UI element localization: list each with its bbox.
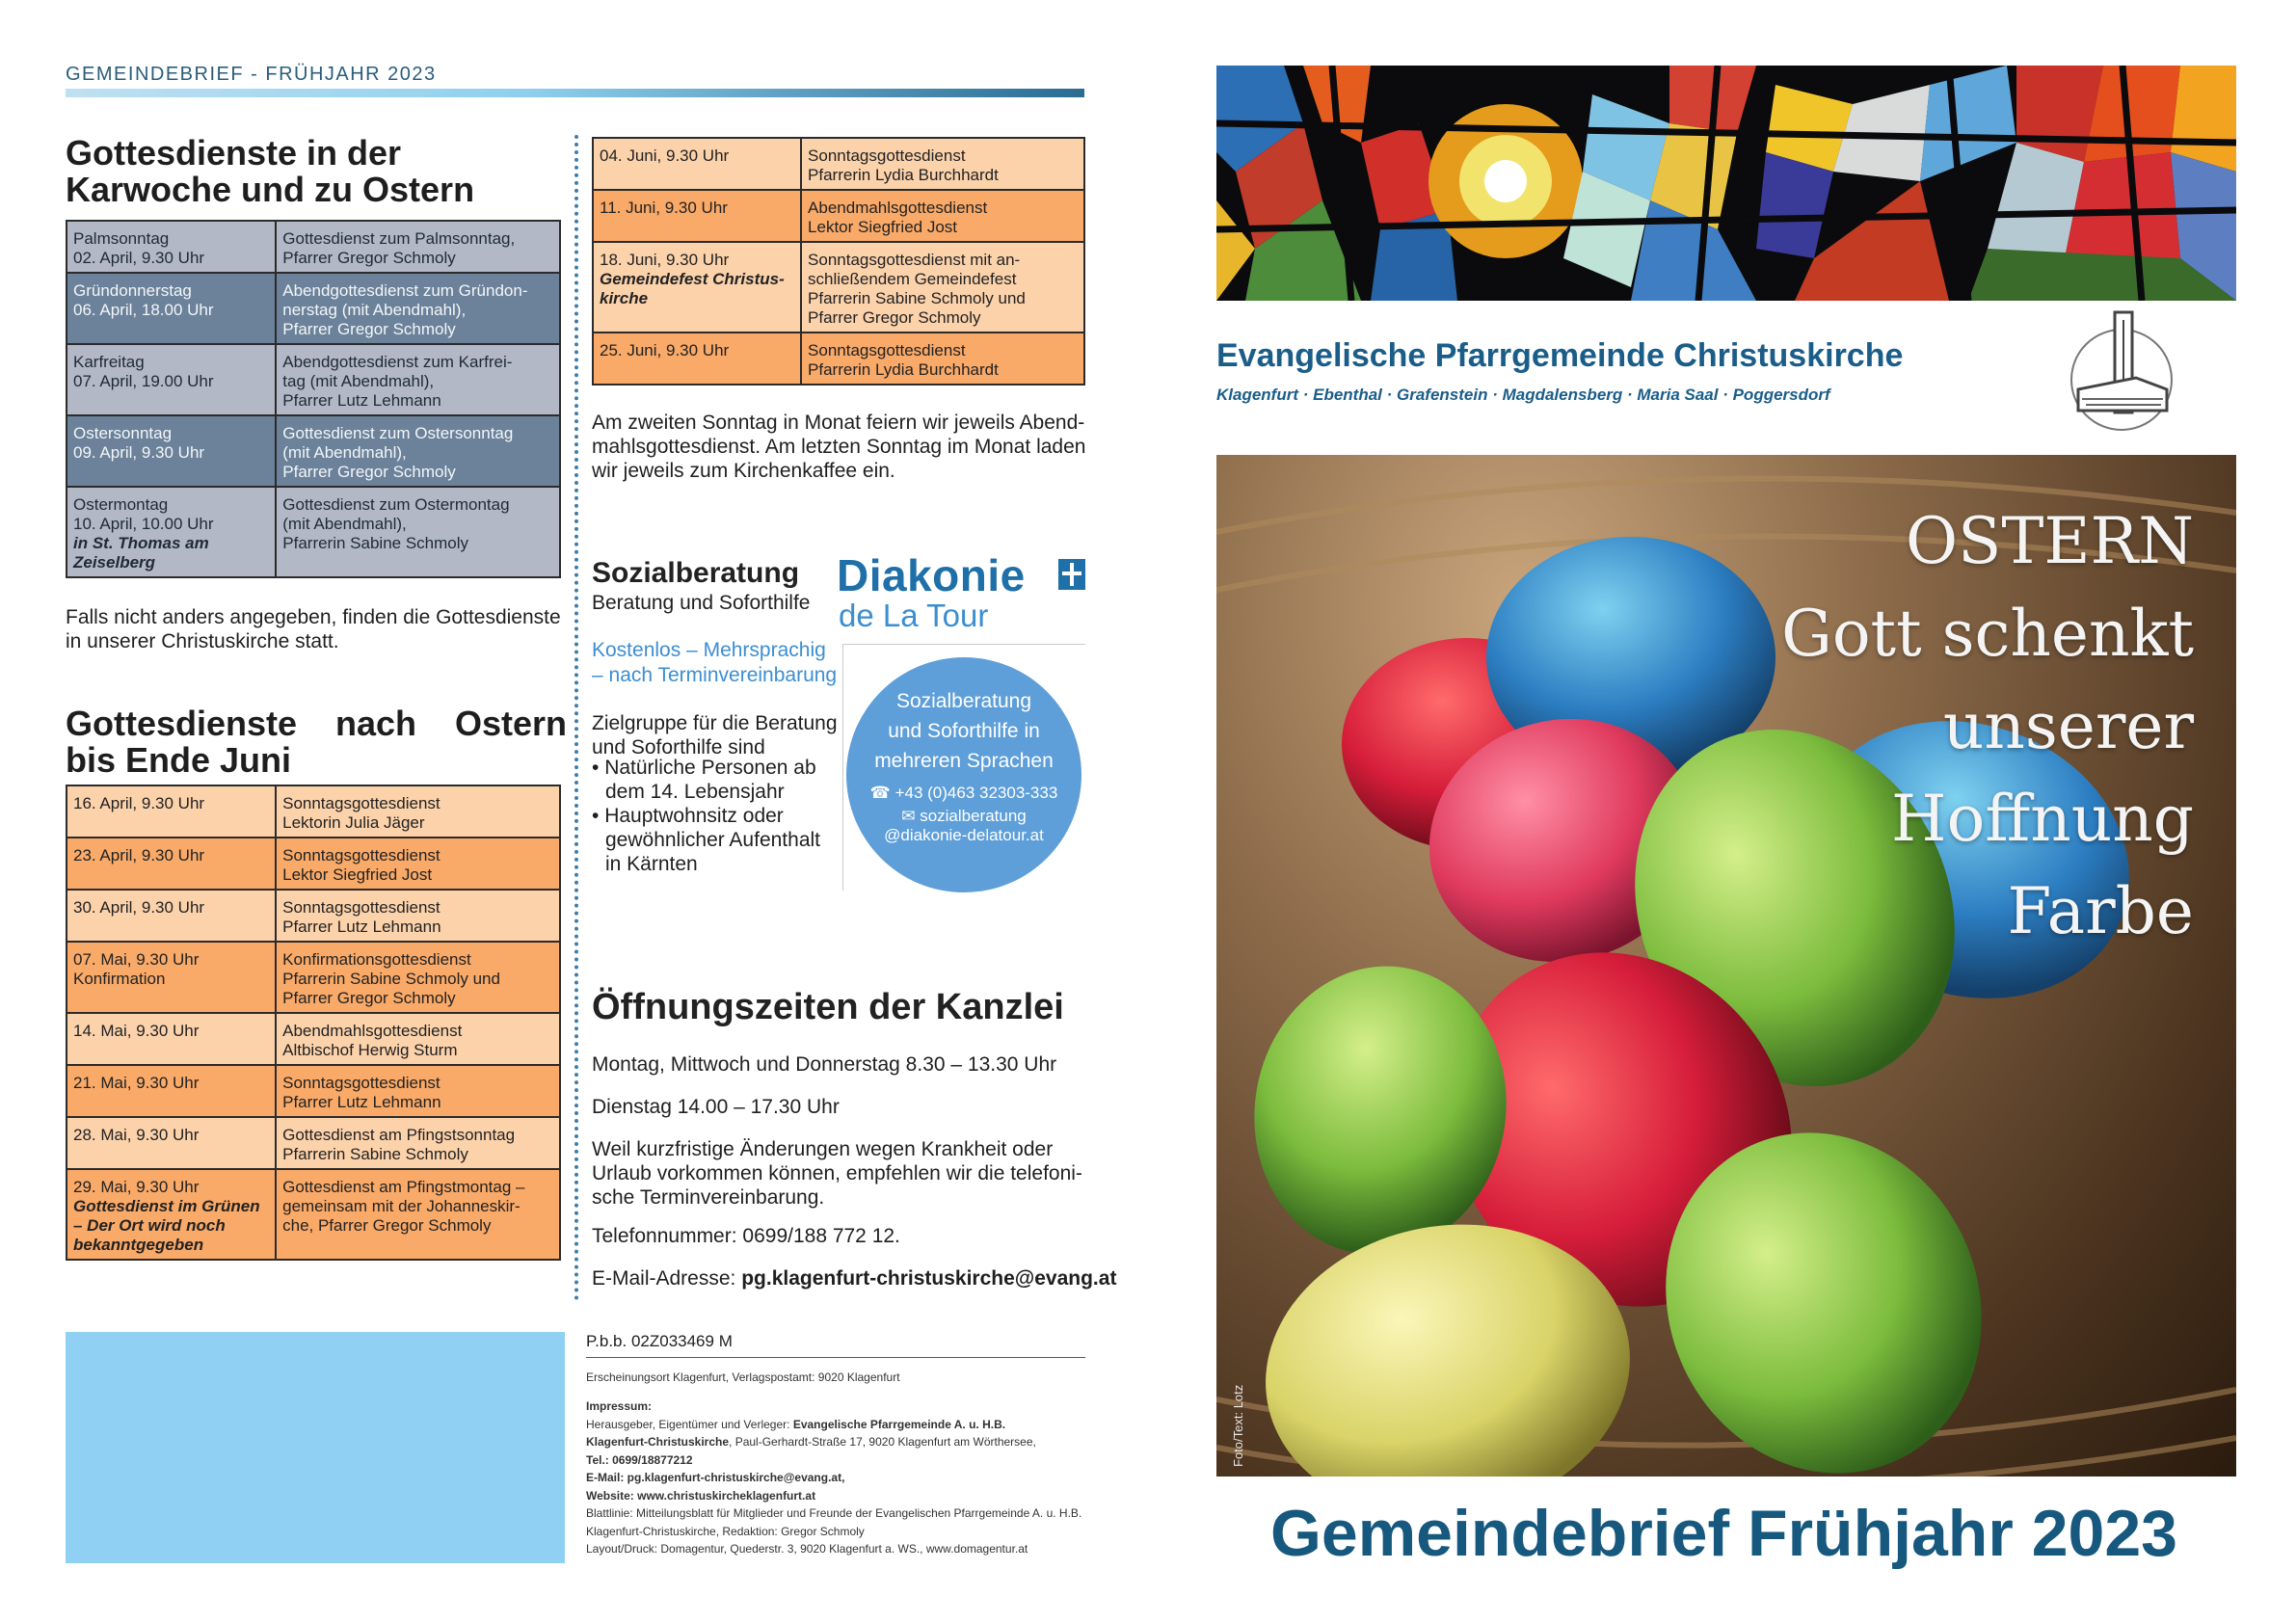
service-cell: Abendgottesdienst zum Karfrei- tag (mit Abendmahl), Pfarrer Lutz Lehmann — [276, 344, 560, 415]
nach-ostern-title: Gottesdienste nach Ostern bis Ende Juni — [66, 704, 567, 780]
kanzlei-phone: Telefonnummer: 0699/188 772 12. — [592, 1225, 900, 1247]
sozial-circle-email2: @diakonie-delatour.at — [884, 826, 1044, 844]
kanzlei-title: Öffnungszeiten der Kanzlei — [592, 987, 1064, 1027]
service-cell: Gottesdienst zum Palmsonntag, Pfarrer Gregor Schmoly — [276, 221, 560, 273]
table-row — [67, 838, 560, 890]
date-cell: 14. Mai, 9.30 Uhr — [67, 1013, 276, 1065]
table-row — [67, 1117, 560, 1169]
date-cell: Gründonnerstag 06. April, 18.00 Uhr — [67, 273, 276, 344]
service-cell: Gottesdienst zum Ostermontag (mit Abendmahl), Pfarrerin Sabine Schmoly — [276, 487, 560, 577]
phone-icon: ☎ — [869, 784, 895, 802]
sozial-title: Sozialberatung — [592, 557, 800, 589]
running-header: GEMEINDEBRIEF - FRÜHJAHR 2023 — [66, 64, 437, 85]
stained-glass-image — [1216, 66, 2236, 301]
table-row — [593, 333, 1084, 385]
date-cell: 07. Mai, 9.30 Uhr Konfirmation — [67, 942, 276, 1013]
sozial-target-intro: Zielgruppe für die Beratung und Soforthilfe sind — [592, 712, 838, 758]
kanzlei-email-address[interactable]: pg.klagenfurt-christuskirche@evang.at — [741, 1267, 1117, 1290]
date-note: Gottesdienst im Grünen – Der Ort wird noch bekanntgegeben — [73, 1197, 260, 1254]
service-cell: Sonntagsgottesdienst Pfarrer Lutz Lehmann — [276, 1065, 560, 1117]
service-cell: Sonntagsgottesdienst Pfarrerin Lydia Burchhardt — [801, 333, 1084, 385]
karwoche-note: Falls nicht anders angegeben, finden die Gottesdienste in unserer Christuskirche statt. — [66, 606, 561, 652]
service-cell: Gottesdienst am Pfingstsonntag Pfarrerin Sabine Schmoly — [276, 1117, 560, 1169]
service-cell: Abendmahlsgottesdienst Altbischof Herwig Sturm — [276, 1013, 560, 1065]
sozial-circle — [846, 657, 1081, 892]
table-row — [67, 415, 560, 487]
diakonie-logo: Diakonie — [837, 550, 1026, 600]
service-cell: Abendgottesdienst zum Gründon- nerstag (mit Abendmahl), Pfarrer Gregor Schmoly — [276, 273, 560, 344]
easter-headline: OSTERN Gott schenkt unserer Hoffnung Farbe — [1781, 504, 2194, 948]
sozial-highlight: Kostenlos – Mehrsprachig – nach Terminvereinbarung — [592, 639, 838, 686]
table-row — [67, 1013, 560, 1065]
table-row — [67, 785, 560, 838]
date-cell: 21. Mai, 9.30 Uhr — [67, 1065, 276, 1117]
service-cell: Sonntagsgottesdienst mit an- schließendem Gemeindefest Pfarrerin Sabine Schmoly und Pfarrer Gregor Schmoly — [801, 242, 1084, 333]
service-cell: Gottesdienst zum Ostersonntag (mit Abendmahl), Pfarrer Gregor Schmoly — [276, 415, 560, 487]
service-cell: Sonntagsgottesdienst Pfarrer Lutz Lehmann — [276, 890, 560, 942]
date-cell: 18. Juni, 9.30 Uhr Gemeindefest Christus- kirche — [593, 242, 801, 333]
table-row — [593, 242, 1084, 333]
table-row — [593, 138, 1084, 190]
service-cell: Sonntagsgottesdienst Pfarrerin Lydia Burchhardt — [801, 138, 1084, 190]
sozial-circle-phone: ☎ +43 (0)463 32303-333 — [869, 784, 1058, 802]
date-cell: 28. Mai, 9.30 Uhr — [67, 1117, 276, 1169]
date-cell: 04. Juni, 9.30 Uhr — [593, 138, 801, 190]
kanzlei-email: E-Mail-Adresse: pg.klagenfurt-christuskirche@evang.at — [592, 1267, 1117, 1290]
service-cell: Konfirmationsgottesdienst Pfarrerin Sabine Schmoly und Pfarrer Gregor Schmoly — [276, 942, 560, 1013]
table-row — [67, 942, 560, 1013]
sozial-circle-text: Sozialberatung und Soforthilfe in mehreren Sprachen — [874, 690, 1054, 772]
table-row — [67, 487, 560, 577]
sozial-bullet: • Natürliche Personen ab dem 14. Lebensjahr — [592, 757, 816, 803]
date-cell: Ostersonntag 09. April, 9.30 Uhr — [67, 415, 276, 487]
date-cell: 16. April, 9.30 Uhr — [67, 785, 276, 838]
table-row — [67, 344, 560, 415]
service-cell: Abendmahlsgottesdienst Lektor Siegfried Jost — [801, 190, 1084, 242]
parish-places: Klagenfurt · Ebenthal · Grafenstein · Magdalensberg · Maria Saal · Poggersdorf — [1216, 386, 1830, 404]
date-cell: 29. Mai, 9.30 Uhr Gottesdienst im Grünen – Der Ort wird noch bekanntgegeben — [67, 1169, 276, 1260]
mail-icon: ✉ — [901, 807, 921, 825]
table-row — [67, 890, 560, 942]
juni-table — [592, 137, 1085, 386]
diakonie-logo-sub: de La Tour — [839, 598, 989, 633]
date-cell: Ostermontag 10. April, 10.00 Uhr in St. Thomas am Zeiselberg — [67, 487, 276, 577]
table-row — [67, 273, 560, 344]
divider — [842, 644, 1085, 645]
service-cell: Sonntagsgottesdienst Lektorin Julia Jäger — [276, 785, 560, 838]
divider — [586, 1357, 1085, 1358]
karwoche-title: Gottesdienste in der Karwoche und zu Ostern — [66, 133, 475, 209]
date-cell: Karfreitag 07. April, 19.00 Uhr — [67, 344, 276, 415]
cover-title: Gemeindebrief Frühjahr 2023 — [1270, 1497, 2177, 1570]
impressum-ort: Erscheinungsort Klagenfurt, Verlagspostamt: 9020 Klagenfurt — [586, 1370, 900, 1384]
church-logo-icon — [2069, 310, 2175, 436]
header-bar — [66, 89, 1084, 97]
date-note: Gemeindefest Christus- kirche — [600, 270, 785, 307]
service-cell: Sonntagsgottesdienst Lektor Siegfried Jost — [276, 838, 560, 890]
easter-eggs-photo — [1216, 455, 2236, 1477]
sozial-bullets — [592, 756, 854, 876]
date-cell: Palmsonntag 02. April, 9.30 Uhr — [67, 221, 276, 273]
date-note: in St. Thomas am Zeiselberg — [73, 534, 209, 572]
date-cell: 30. April, 9.30 Uhr — [67, 890, 276, 942]
table-row — [593, 190, 1084, 242]
table-row — [67, 1169, 560, 1260]
sozial-circle-email: ✉ sozialberatung — [901, 807, 1027, 825]
mailing-label-area — [66, 1332, 565, 1563]
table-row — [67, 1065, 560, 1117]
impressum: Impressum: Herausgeber, Eigentümer und Verleger: Evangelische Pfarrgemeinde A. u. H.B. Klagenfurt-Christuskirche, Paul-Gerhardt-Straße 17, 9020 Klagenfurt am Wörthersee, Tel.: 0699/18877212 E-Mail: pg.klagenfurt-christuskirche@evang.at, Website: www.christuskircheklagenfurt.at Blattlinie: Mitteilungsblatt für Mitglieder und Freunde der Evangelischen Pfarrgemeinde A. u. H.B. Klagenfurt-Christuskirche, Redaktion: Gregor Schmoly Layout/Druck: Domagentur, Quederstr. 3, 9020 Klagenfurt a. WS., www.domagentur.at — [586, 1399, 1082, 1556]
juni-note: Am zweiten Sonntag in Monat feiern wir jeweils Abend- mahlsgottesdienst. Am letzten Sonntag im Monat laden wir jeweils zum Kirchenkaffee ein. — [592, 412, 1086, 482]
nach-ostern-table — [66, 785, 561, 1261]
kanzlei-hours-2: Dienstag 14.00 – 17.30 Uhr — [592, 1096, 840, 1118]
kanzlei-hours-1: Montag, Mittwoch und Donnerstag 8.30 – 13.30 Uhr — [592, 1053, 1057, 1076]
sozial-subtitle: Beratung und Soforthilfe — [592, 592, 811, 614]
service-cell: Gottesdienst am Pfingstmontag – gemeinsam mit der Johanneskir- che, Pfarrer Gregor Schmoly — [276, 1169, 560, 1260]
date-cell: 25. Juni, 9.30 Uhr — [593, 333, 801, 385]
sozial-bullet: • Hauptwohnsitz oder gewöhnlicher Aufenthalt in Kärnten — [592, 805, 820, 875]
date-cell: 11. Juni, 9.30 Uhr — [593, 190, 801, 242]
karwoche-table — [66, 220, 561, 578]
column-divider — [574, 135, 578, 1301]
kanzlei-notice: Weil kurzfristige Änderungen wegen Krankheit oder Urlaub vorkommen können, empfehlen wir die telefoni- sche Terminvereinbarung. — [592, 1138, 1082, 1209]
date-cell: 23. April, 9.30 Uhr — [67, 838, 276, 890]
table-row — [67, 221, 560, 273]
parish-name: Evangelische Pfarrgemeinde Christuskirche — [1216, 337, 1904, 374]
diakonie-cross-icon — [1058, 559, 1085, 590]
photo-credit: Foto/Text: Lotz — [1231, 1384, 1245, 1467]
pbb: P.b.b. 02Z033469 M — [586, 1332, 733, 1350]
